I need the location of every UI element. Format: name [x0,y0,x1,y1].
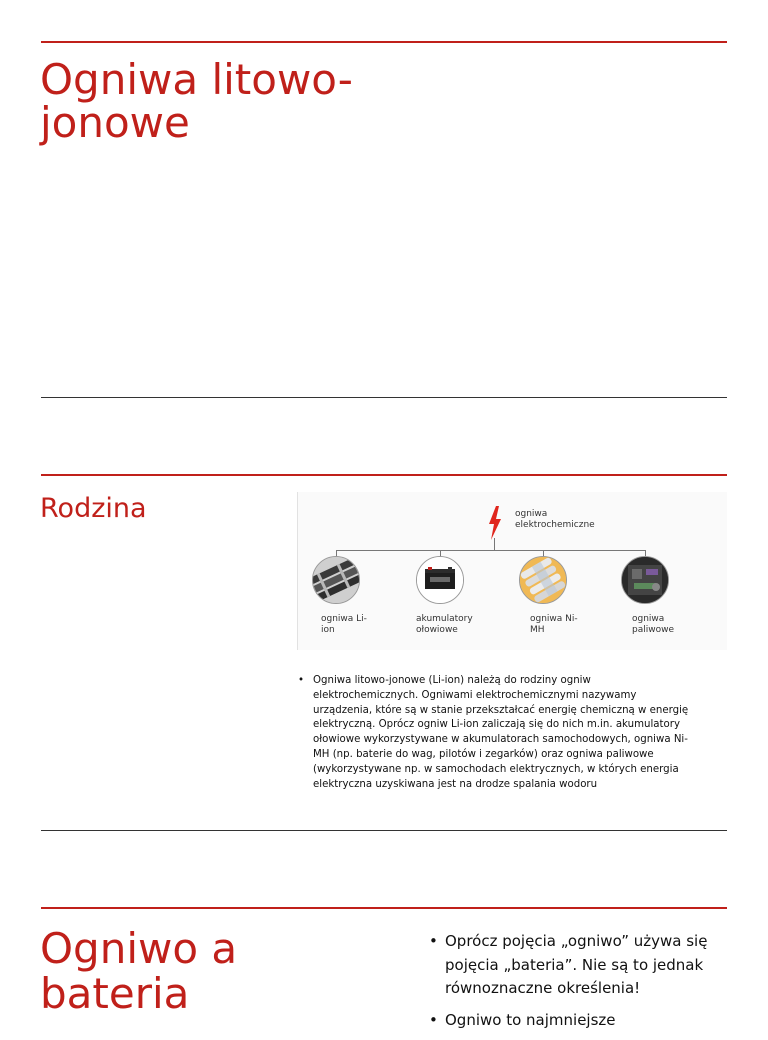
slide1-top-rule [41,41,727,43]
ni-mh-batteries-photo [519,556,567,604]
li-ion-cells-photo [312,556,360,604]
slide2-top-rule [41,474,727,476]
slide2-bottom-rule [41,830,727,831]
lightning-bolt-icon [488,506,502,540]
slide3-title: Ogniwo a bateria [40,924,238,1018]
diagram-label-lead-acid: akumulatory ołowiowe [416,614,473,635]
diagram-label-ni-mh: ogniwa Ni-MH [530,614,578,635]
fuel-cell-photo [621,556,669,604]
lead-acid-battery-photo [416,556,464,604]
diagram-root-label: ogniwa elektrochemiczne [515,509,595,530]
slide3-top-rule [41,907,727,909]
diagram-label-fuel-cell: ogniwa paliwowe [632,614,674,635]
slide3-bullet-2: • Ogniwo to najmniejsze [445,1009,728,1033]
diagram-label-li-ion: ogniwa Li-ion [321,614,367,635]
diagram-border [297,492,298,650]
slide2-title: Rodzina [40,493,147,524]
slide1-title: Ogniwa litowo-jonowe [40,55,353,147]
tree-branch [336,550,645,551]
electrochemical-cells-diagram [297,492,727,650]
slide1-bottom-rule [41,397,727,398]
slide3-bullet-1: • Oprócz pojęcia „ogniwo” używa się pojęcia „bateria”. Nie są to jednak równoznaczne określenia! [445,930,728,1001]
slide2-bullet: • Ogniwa litowo-jonowe (Li-ion) należą do rodziny ogniw elektrochemicznych. Ogniwami elektrochemicznymi nazywamy urządzenia, które są w stanie przekształcać energię chemiczną w energię elektryczną. Oprócz ogniw Li-ion zaliczają się do nich m.in. akumulatory ołowiowe wykorzystywane w akumulatorach samochodowych, ogniwa Ni-MH (np. baterie do wag, pilotów i zegarków) oraz ogniwa paliwowe (wykorzystywane np. w samochodach elektrycznych, w których energia elektryczna uzyskiwana jest na drodze spalania wodoru [313,674,697,792]
tree-stem [494,538,495,550]
slide2-body [297,674,697,792]
